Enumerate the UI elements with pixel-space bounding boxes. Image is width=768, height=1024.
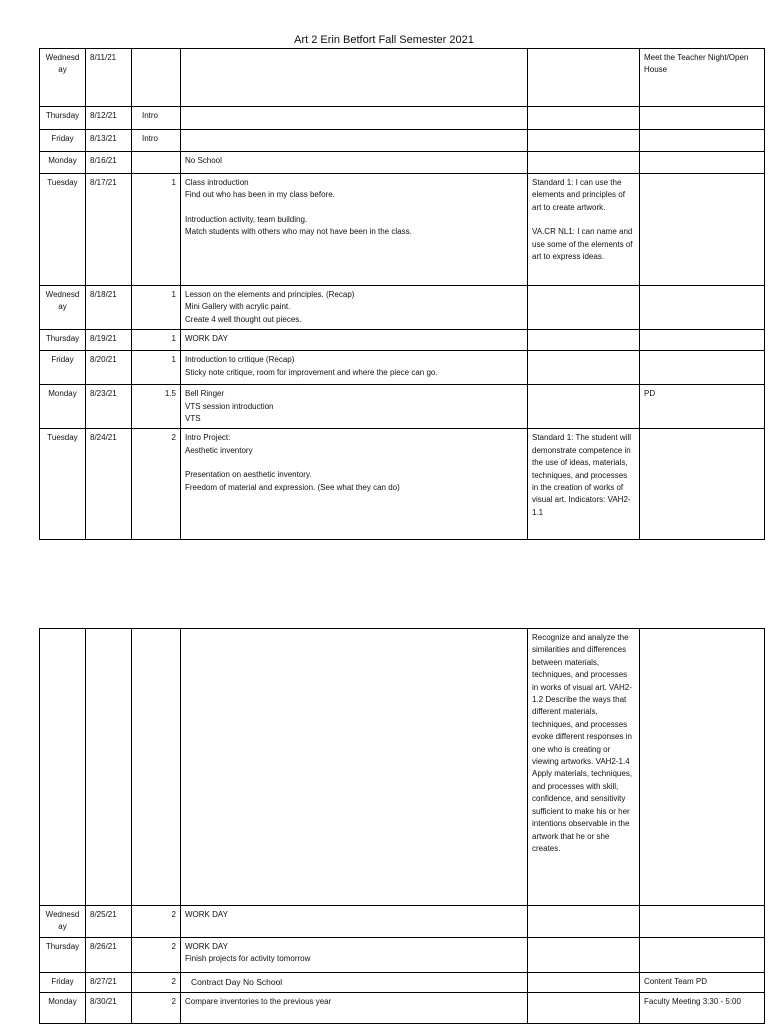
table-row	[40, 992, 765, 1023]
standards-cell	[528, 174, 640, 286]
standards-cell	[528, 130, 640, 152]
activity-line: VTS	[185, 414, 201, 424]
unit-cell: 1	[132, 174, 181, 286]
unit-cell: 2	[132, 429, 181, 540]
activity-line: Presentation on aesthetic inventory.	[185, 470, 312, 480]
date-cell: 8/11/21	[86, 49, 132, 107]
day-cell: Monday	[40, 992, 86, 1023]
unit-cell	[132, 49, 181, 107]
date-cell: 8/20/21	[86, 351, 132, 385]
table-row	[40, 152, 765, 174]
date-cell: 8/13/21	[86, 130, 132, 152]
day-cell: Monday	[40, 152, 86, 174]
activities-cell	[181, 937, 528, 972]
standards-cell	[528, 937, 640, 972]
standards-cell	[528, 385, 640, 429]
day-cell: Tuesday	[40, 429, 86, 540]
activities-cell	[181, 906, 528, 938]
table-row	[40, 906, 765, 938]
activity-line: Bell Ringer	[185, 389, 225, 399]
unit-cell: 2	[132, 972, 181, 992]
table-row	[40, 429, 765, 540]
activity-line: WORK DAY	[185, 910, 228, 919]
activity-line: Mini Gallery with acrylic paint.	[185, 302, 291, 312]
day-cell: Wednesday	[40, 906, 86, 938]
activity-line: Introduction to critique (Recap)	[185, 355, 295, 365]
activity-line: Introduction activity, team building.	[185, 214, 308, 224]
day-cell: Friday	[40, 972, 86, 992]
standards-cell	[528, 629, 640, 906]
day-cell: Thursday	[40, 330, 86, 351]
activity-line: Aesthetic inventory	[185, 445, 253, 455]
standards-cell	[528, 351, 640, 385]
notes-cell: PD	[640, 385, 765, 429]
date-cell	[86, 629, 132, 906]
activities-cell	[181, 152, 528, 174]
activities-cell	[181, 330, 528, 351]
date-cell: 8/23/21	[86, 385, 132, 429]
unit-cell: 1.5	[132, 385, 181, 429]
day-cell	[40, 629, 86, 906]
activities-cell	[181, 429, 528, 540]
standards-cell	[528, 906, 640, 938]
standards-cell	[528, 992, 640, 1023]
activity-line: Sticky note critique, room for improvement and where the piece can go.	[185, 367, 438, 377]
day-cell: Wednesday	[40, 286, 86, 330]
table-row	[40, 130, 765, 152]
table-row	[40, 330, 765, 351]
notes-cell	[640, 152, 765, 174]
activities-cell	[181, 49, 528, 107]
date-cell: 8/25/21	[86, 906, 132, 938]
unit-cell: 1	[132, 286, 181, 330]
unit-cell: Intro	[132, 107, 181, 130]
standard-line: VA.CR NL1: I can name and use some of the elements of art to express ideas.	[532, 227, 633, 262]
standards-cell	[528, 107, 640, 130]
standards-cell	[528, 330, 640, 351]
unit-cell	[132, 629, 181, 906]
date-cell: 8/17/21	[86, 174, 132, 286]
activities-cell	[181, 351, 528, 385]
notes-cell	[640, 330, 765, 351]
date-cell: 8/27/21	[86, 972, 132, 992]
lesson-plan-table-1	[39, 48, 765, 540]
notes-cell	[640, 174, 765, 286]
unit-cell: 2	[132, 937, 181, 972]
activities-cell	[181, 107, 528, 130]
notes-cell	[640, 629, 765, 906]
standards-cell	[528, 286, 640, 330]
table-row	[40, 107, 765, 130]
date-cell: 8/18/21	[86, 286, 132, 330]
table-row	[40, 351, 765, 385]
day-cell: Tuesday	[40, 174, 86, 286]
activities-cell	[181, 992, 528, 1023]
activity-line: Contract Day No School	[191, 976, 283, 987]
notes-cell	[640, 107, 765, 130]
activity-line: Class introduction	[185, 178, 249, 187]
notes-cell: Content Team PD	[640, 972, 765, 992]
unit-cell: 2	[132, 992, 181, 1023]
table-row	[40, 629, 765, 906]
activity-line: Lesson on the elements and principles. (Recap)	[185, 290, 355, 299]
table-row	[40, 972, 765, 992]
notes-cell: Faculty Meeting 3:30 - 5:00	[640, 992, 765, 1023]
activities-cell	[181, 629, 528, 906]
notes-cell	[640, 286, 765, 330]
standard-line: Standard 1: The student will demonstrate competence in the use of ideas, materials, techniques, and processes in the creation of works of visual art. Indicators: VAH2-1.1	[532, 433, 632, 517]
date-cell: 8/24/21	[86, 429, 132, 540]
activities-cell	[181, 286, 528, 330]
activity-line: No School	[185, 156, 222, 165]
table-row	[40, 49, 765, 107]
activities-cell	[181, 385, 528, 429]
day-cell: Friday	[40, 351, 86, 385]
activities-cell	[181, 174, 528, 286]
unit-cell	[132, 152, 181, 174]
notes-cell	[640, 351, 765, 385]
activity-line: WORK DAY	[185, 941, 228, 951]
standard-line: Recognize and analyze the similarities and differences between materials, techniques, and processes in works of visual art. VAH2-1.2 Describe the ways that different materials, techniques, and processes evoke different responses in one who is creating or viewing artworks. VAH2-1.4 Apply materials, techniques, and processes with skill, confidence, and sensitivity sufficient to make his or her intentions observable in the artwork that he or she creates.	[532, 633, 633, 853]
day-cell: Wednesday	[40, 49, 86, 107]
table-row	[40, 385, 765, 429]
notes-cell	[640, 906, 765, 938]
activity-line: Match students with others who may not have been in the class.	[185, 227, 412, 237]
standards-cell	[528, 429, 640, 540]
date-cell: 8/16/21	[86, 152, 132, 174]
day-cell: Monday	[40, 385, 86, 429]
day-cell: Thursday	[40, 107, 86, 130]
notes-cell	[640, 937, 765, 972]
table-row	[40, 286, 765, 330]
lesson-plan-table-2	[39, 628, 765, 1024]
activity-line: WORK DAY	[185, 334, 228, 344]
activity-line: VTS session introduction	[185, 401, 274, 411]
standard-line: Standard 1: I can use the elements and principles of art to create artwork.	[532, 178, 625, 212]
activity-line: Find out who has been in my class before.	[185, 190, 335, 200]
activity-line: Freedom of material and expression. (See what they can do)	[185, 482, 400, 492]
activities-cell	[181, 972, 528, 992]
date-cell: 8/19/21	[86, 330, 132, 351]
day-cell: Friday	[40, 130, 86, 152]
standards-cell	[528, 49, 640, 107]
activity-line: Compare inventories to the previous year	[185, 996, 332, 1006]
standards-cell	[528, 152, 640, 174]
notes-cell: Meet the Teacher Night/Open House	[640, 49, 765, 107]
notes-cell	[640, 429, 765, 540]
standards-cell	[528, 972, 640, 992]
date-cell: 8/30/21	[86, 992, 132, 1023]
activity-line: Create 4 well thought out pieces.	[185, 314, 302, 324]
unit-cell: 2	[132, 906, 181, 938]
unit-cell: Intro	[132, 130, 181, 152]
unit-cell: 1	[132, 351, 181, 385]
page-title: Art 2 Erin Betfort Fall Semester 2021	[294, 34, 474, 46]
table-row	[40, 937, 765, 972]
day-cell: Thursday	[40, 937, 86, 972]
date-cell: 8/26/21	[86, 937, 132, 972]
date-cell: 8/12/21	[86, 107, 132, 130]
table-row	[40, 174, 765, 286]
activity-line: Finish projects for activity tomorrow	[185, 954, 311, 964]
activities-cell	[181, 130, 528, 152]
activity-line: Intro Project:	[185, 433, 231, 443]
unit-cell: 1	[132, 330, 181, 351]
notes-cell	[640, 130, 765, 152]
